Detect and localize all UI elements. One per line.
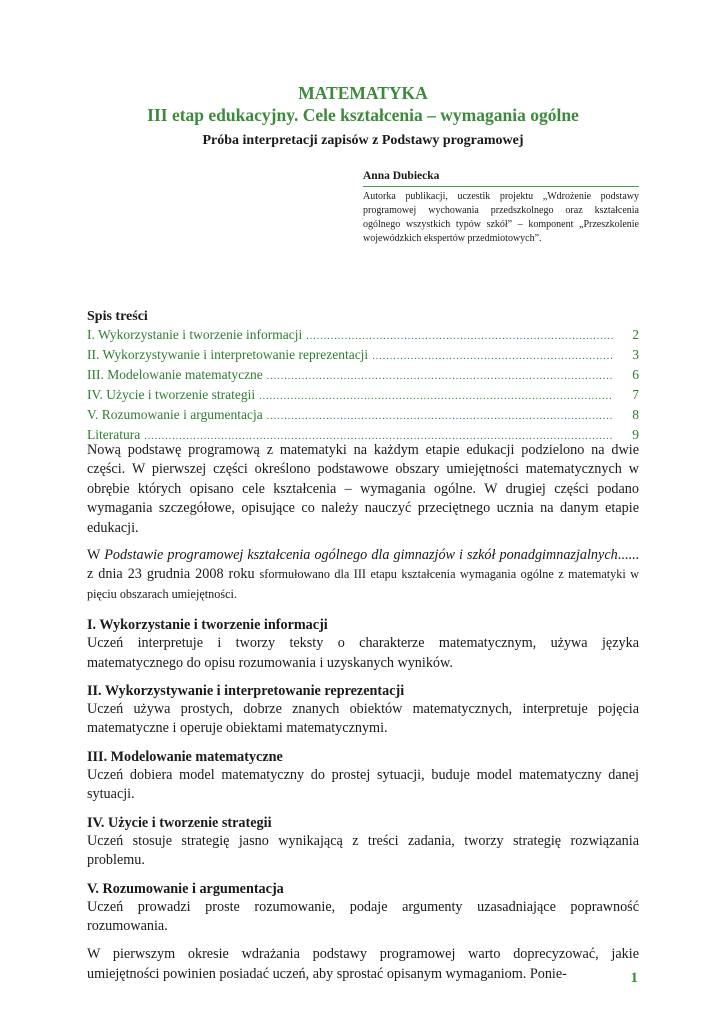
title-block [87, 82, 639, 151]
toc-leader-dots [259, 388, 613, 406]
section-text: Uczeń stosuje strategię jasno wynikającą z treści zadania, tworzy strategię rozwiązania problemu. [87, 832, 639, 869]
toc-leader-dots [306, 328, 613, 346]
toc-item-page: 3 [632, 347, 639, 362]
section-heading: I. Wykorzystanie i tworzenie informacji [87, 617, 328, 634]
document-body [87, 441, 639, 992]
section [87, 616, 639, 673]
section [87, 880, 639, 937]
toc-leader-dots [267, 408, 613, 426]
table-of-contents [87, 308, 639, 446]
section [87, 814, 639, 871]
section-text: Uczeń prowadzi proste rozumowanie, podaje argumenty uzasadniające poprawność rozumowania. [87, 898, 639, 934]
section [87, 682, 639, 739]
toc-item-label: V. Rozumowanie i argumentacja [87, 407, 263, 422]
reference-date: ...... z dnia 23 grudnia 2008 roku [87, 547, 639, 583]
toc-item-page: 9 [632, 427, 639, 442]
document-subsubtitle: Próba interpretacji zapisów z Podstawy programowej [202, 133, 524, 148]
section-heading: IV. Użycie i tworzenie strategii [87, 814, 272, 831]
toc-leader-dots [267, 368, 613, 386]
toc-item[interactable] [87, 406, 639, 426]
section-heading: V. Rozumowanie i argumentacja [87, 880, 284, 897]
toc-item-page: 7 [632, 387, 639, 402]
section [87, 748, 639, 805]
section-heading: III. Modelowanie matematyczne [87, 748, 283, 765]
reference-title: Podstawie programowej kształcenia ogólnego dla gimnazjów i szkół ponadgimnazjalnych [104, 547, 618, 564]
reference-paragraph [87, 546, 639, 604]
document-subtitle: III etap edukacyjny. Cele kształcenia – wymagania ogólne [147, 105, 579, 125]
section-heading: II. Wykorzystywanie i interpretowanie reprezentacji [87, 683, 405, 700]
toc-item-label: I. Wykorzystanie i tworzenie informacji [87, 327, 303, 342]
intro-paragraph: Nową podstawę programową z matematyki na każdym etapie edukacji podzielono na dwie części. W pierwszej części określono podstawowe obszary umiejętności matematycznych w obrębie których opisano cele kształcenia – wymagania ogólne. W drugiej części podano wymagania szczegółowe, opisujące co należy nauczyć przeciętnego ucznia na danym etapie edukacji. [87, 442, 639, 536]
toc-title: Spis treści [87, 309, 148, 324]
toc-item[interactable] [87, 346, 639, 366]
section-text: Uczeń używa prostych, dobrze znanych obiektów matematycznych, interpretuje pojęcia matematyczne i operuje obiektami matematycznymi. [87, 701, 639, 737]
toc-item[interactable] [87, 366, 639, 386]
closing-paragraph: W pierwszym okresie wdrażania podstawy programowej warto doprecyzować, jakie umiejętności powinien posiadać uczeń, aby sprostać opisanym wymaganiom. Ponie- [87, 946, 639, 982]
reference-description: sformułowano dla III etapu kształcenia wymagania ogólne z matematyki w pięciu obszarach umiejętności. [87, 567, 639, 601]
reference-prefix: W [87, 547, 105, 564]
page-number: 1 [630, 970, 638, 986]
toc-item-page: 2 [632, 327, 639, 342]
toc-item[interactable] [87, 386, 639, 406]
toc-item-label: II. Wykorzystywanie i interpretowanie reprezentacji [87, 347, 369, 362]
author-block [363, 170, 639, 246]
author-name: Anna Dubiecka [363, 170, 639, 187]
toc-item-label: IV. Użycie i tworzenie strategii [87, 387, 256, 402]
toc-item-page: 6 [632, 367, 639, 382]
section-text: Uczeń interpretuje i tworzy teksty o charakterze matematycznym, używa języka matematycznego do opisu rozumowania i uzyskanych wyników. [87, 635, 639, 671]
toc-leader-dots [372, 348, 613, 366]
toc-item-label: Literatura [87, 427, 141, 442]
author-note: Autorka publikacji, uczestik projektu „Wdrożenie podstawy programowej wychowania przedszkolnego oraz kształcenia ogólnego wszystkich typów szkół” – komponent „Przeszkolenie wojewódzkich ekspertów przedmiotowych”. [363, 191, 639, 244]
toc-item-label: III. Modelowanie matematyczne [87, 367, 263, 382]
section-text: Uczeń dobiera model matematyczny do prostej sytuacji, buduje model matematyczny danej sytuacji. [87, 766, 639, 803]
toc-item[interactable] [87, 326, 639, 346]
document-title: MATEMATYKA [298, 83, 428, 103]
toc-item-page: 8 [632, 407, 639, 422]
